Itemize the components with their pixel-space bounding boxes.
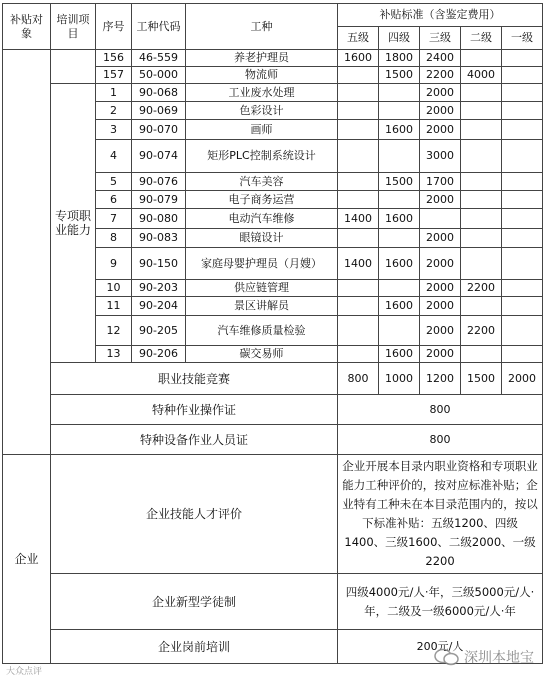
level-cell-l1 <box>502 248 543 280</box>
header-level-4: 四级 <box>379 27 420 50</box>
level-cell-l1 <box>502 209 543 229</box>
level-cell-l2 <box>461 191 502 209</box>
watermark-left: 大众点评 <box>6 667 43 677</box>
subsidy-table <box>2 3 543 664</box>
level-cell-l2 <box>461 102 502 120</box>
level-cell-l2 <box>461 140 502 173</box>
enterprise-skill-desc: 企业开展本目录内职业资格和专项职业能力工种评价的，按对应标准补贴；企业特有工种未在本目录范围内的，按以下标准补贴：五级1200、四级1400、三级1600、二级2000、一级2200 <box>338 455 543 574</box>
level-cell-l5 <box>338 173 379 191</box>
level-cell-l4: 1800 <box>379 50 420 67</box>
job-cell: 眼镜设计 <box>186 229 338 248</box>
level-cell-l5 <box>338 140 379 173</box>
level-cell-l3: 2000 <box>420 297 461 316</box>
special-equip-row <box>3 425 543 455</box>
watermark <box>434 647 534 667</box>
level-cell-l3: 2000 <box>420 280 461 297</box>
level-cell-l5 <box>338 191 379 209</box>
seq-cell: 1 <box>96 84 132 102</box>
level-cell-l4: 1500 <box>379 173 420 191</box>
competition-l5: 800 <box>338 363 379 395</box>
table-row <box>3 84 543 102</box>
level-cell-l5 <box>338 102 379 120</box>
level-cell-l5 <box>338 120 379 140</box>
wechat-icon <box>434 648 460 666</box>
job-cell: 矩形PLC控制系统设计 <box>186 140 338 173</box>
level-cell-l2 <box>461 346 502 363</box>
competition-row <box>3 363 543 395</box>
level-cell-l5 <box>338 297 379 316</box>
level-cell-l5 <box>338 346 379 363</box>
level-cell-l1 <box>502 84 543 102</box>
level-cell-l5: 1400 <box>338 248 379 280</box>
job-cell: 养老护理员 <box>186 50 338 67</box>
level-cell-l3: 1700 <box>420 173 461 191</box>
competition-l2: 1500 <box>461 363 502 395</box>
seq-cell: 9 <box>96 248 132 280</box>
job-cell: 画师 <box>186 120 338 140</box>
level-cell-l1 <box>502 316 543 346</box>
level-cell-l4: 1600 <box>379 346 420 363</box>
seq-cell: 3 <box>96 120 132 140</box>
job-cell: 电子商务运营 <box>186 191 338 209</box>
level-cell-l4: 1500 <box>379 67 420 84</box>
seq-cell: 8 <box>96 229 132 248</box>
level-cell-l4 <box>379 191 420 209</box>
job-cell: 景区讲解员 <box>186 297 338 316</box>
level-cell-l4: 1600 <box>379 209 420 229</box>
code-cell: 90-068 <box>132 84 186 102</box>
watermark-text: 深圳本地宝 <box>464 650 534 666</box>
code-cell: 90-205 <box>132 316 186 346</box>
job-cell: 汽车维修质量检验 <box>186 316 338 346</box>
level-cell-l4 <box>379 316 420 346</box>
header-seq: 序号 <box>96 4 132 50</box>
level-cell-l2 <box>461 209 502 229</box>
code-cell: 90-203 <box>132 280 186 297</box>
seq-cell: 13 <box>96 346 132 363</box>
enterprise-prejob-desc: 200元/人 <box>338 630 543 664</box>
seq-cell: 157 <box>96 67 132 84</box>
level-cell-l3: 3000 <box>420 140 461 173</box>
job-cell: 工业废水处理 <box>186 84 338 102</box>
job-cell: 家庭母婴护理员（月嫂） <box>186 248 338 280</box>
level-cell-l5: 1400 <box>338 209 379 229</box>
level-cell-l4 <box>379 140 420 173</box>
enterprise-skill-row <box>3 455 543 574</box>
enterprise-apprentice-row <box>3 574 543 630</box>
level-cell-l1 <box>502 67 543 84</box>
code-cell: 90-150 <box>132 248 186 280</box>
seq-cell: 156 <box>96 50 132 67</box>
level-cell-l3: 2000 <box>420 248 461 280</box>
level-cell-l5: 1600 <box>338 50 379 67</box>
code-cell: 90-204 <box>132 297 186 316</box>
header-level-5: 五级 <box>338 27 379 50</box>
seq-cell: 2 <box>96 102 132 120</box>
target-cell-blank <box>3 50 51 455</box>
level-cell-l3: 2000 <box>420 84 461 102</box>
level-cell-l3: 2000 <box>420 102 461 120</box>
special-op-value: 800 <box>338 395 543 425</box>
level-cell-l3: 2000 <box>420 120 461 140</box>
code-cell: 50-000 <box>132 67 186 84</box>
enterprise-apprentice-label: 企业新型学徒制 <box>51 574 338 630</box>
level-cell-l2 <box>461 120 502 140</box>
seq-cell: 10 <box>96 280 132 297</box>
project-cell-blank <box>51 50 96 84</box>
level-cell-l1 <box>502 50 543 67</box>
enterprise-target: 企业 <box>3 455 51 664</box>
level-cell-l2 <box>461 248 502 280</box>
enterprise-apprentice-desc: 四级4000元/人·年，三级5000元/人·年，二级及一级6000元/人·年 <box>338 574 543 630</box>
level-cell-l3: 2000 <box>420 316 461 346</box>
level-cell-l5 <box>338 229 379 248</box>
level-cell-l3: 2200 <box>420 67 461 84</box>
level-cell-l2 <box>461 173 502 191</box>
level-cell-l4 <box>379 280 420 297</box>
level-cell-l5 <box>338 67 379 84</box>
seq-cell: 6 <box>96 191 132 209</box>
level-cell-l3: 2000 <box>420 346 461 363</box>
level-cell-l4 <box>379 84 420 102</box>
level-cell-l3: 2000 <box>420 229 461 248</box>
header-standard: 补贴标准（含鉴定费用） <box>338 4 543 27</box>
level-cell-l2 <box>461 84 502 102</box>
seq-cell: 11 <box>96 297 132 316</box>
job-cell: 供应链管理 <box>186 280 338 297</box>
job-cell: 电动汽车维修 <box>186 209 338 229</box>
special-equip-label: 特种设备作业人员证 <box>51 425 338 455</box>
table-row <box>3 50 543 67</box>
code-cell: 90-206 <box>132 346 186 363</box>
level-cell-l1 <box>502 297 543 316</box>
level-cell-l1 <box>502 191 543 209</box>
enterprise-skill-label: 企业技能人才评价 <box>51 455 338 574</box>
level-cell-l1 <box>502 140 543 173</box>
level-cell-l4: 1600 <box>379 248 420 280</box>
level-cell-l2 <box>461 50 502 67</box>
level-cell-l4 <box>379 102 420 120</box>
code-cell: 90-080 <box>132 209 186 229</box>
seq-cell: 12 <box>96 316 132 346</box>
level-cell-l3: 2400 <box>420 50 461 67</box>
competition-l1: 2000 <box>502 363 543 395</box>
level-cell-l3: 2000 <box>420 191 461 209</box>
header-level-1: 一级 <box>502 27 543 50</box>
level-cell-l4 <box>379 229 420 248</box>
header-target: 补贴对象 <box>3 4 51 50</box>
level-cell-l5 <box>338 84 379 102</box>
enterprise-prejob-label: 企业岗前培训 <box>51 630 338 664</box>
header-project: 培训项目 <box>51 4 96 50</box>
code-cell: 46-559 <box>132 50 186 67</box>
special-op-label: 特种作业操作证 <box>51 395 338 425</box>
code-cell: 90-074 <box>132 140 186 173</box>
level-cell-l1 <box>502 229 543 248</box>
header-job: 工种 <box>186 4 338 50</box>
level-cell-l1 <box>502 346 543 363</box>
code-cell: 90-076 <box>132 173 186 191</box>
job-cell: 汽车美容 <box>186 173 338 191</box>
project-special: 专项职业能力 <box>51 84 96 363</box>
competition-l3: 1200 <box>420 363 461 395</box>
code-cell: 90-083 <box>132 229 186 248</box>
level-cell-l2: 2200 <box>461 280 502 297</box>
level-cell-l1 <box>502 120 543 140</box>
special-equip-value: 800 <box>338 425 543 455</box>
header-level-2: 二级 <box>461 27 502 50</box>
code-cell: 90-070 <box>132 120 186 140</box>
level-cell-l4: 1600 <box>379 120 420 140</box>
code-cell: 90-079 <box>132 191 186 209</box>
code-cell: 90-069 <box>132 102 186 120</box>
level-cell-l2: 2200 <box>461 316 502 346</box>
competition-label: 职业技能竞赛 <box>51 363 338 395</box>
job-cell: 碳交易师 <box>186 346 338 363</box>
level-cell-l3 <box>420 209 461 229</box>
level-cell-l4: 1600 <box>379 297 420 316</box>
job-cell: 物流师 <box>186 67 338 84</box>
seq-cell: 4 <box>96 140 132 173</box>
header-level-3: 三级 <box>420 27 461 50</box>
level-cell-l2 <box>461 229 502 248</box>
level-cell-l5 <box>338 280 379 297</box>
special-op-row <box>3 395 543 425</box>
seq-cell: 7 <box>96 209 132 229</box>
header-code: 工种代码 <box>132 4 186 50</box>
level-cell-l2 <box>461 297 502 316</box>
seq-cell: 5 <box>96 173 132 191</box>
level-cell-l5 <box>338 316 379 346</box>
level-cell-l1 <box>502 173 543 191</box>
level-cell-l2: 4000 <box>461 67 502 84</box>
job-cell: 色彩设计 <box>186 102 338 120</box>
competition-l4: 1000 <box>379 363 420 395</box>
level-cell-l1 <box>502 102 543 120</box>
level-cell-l1 <box>502 280 543 297</box>
